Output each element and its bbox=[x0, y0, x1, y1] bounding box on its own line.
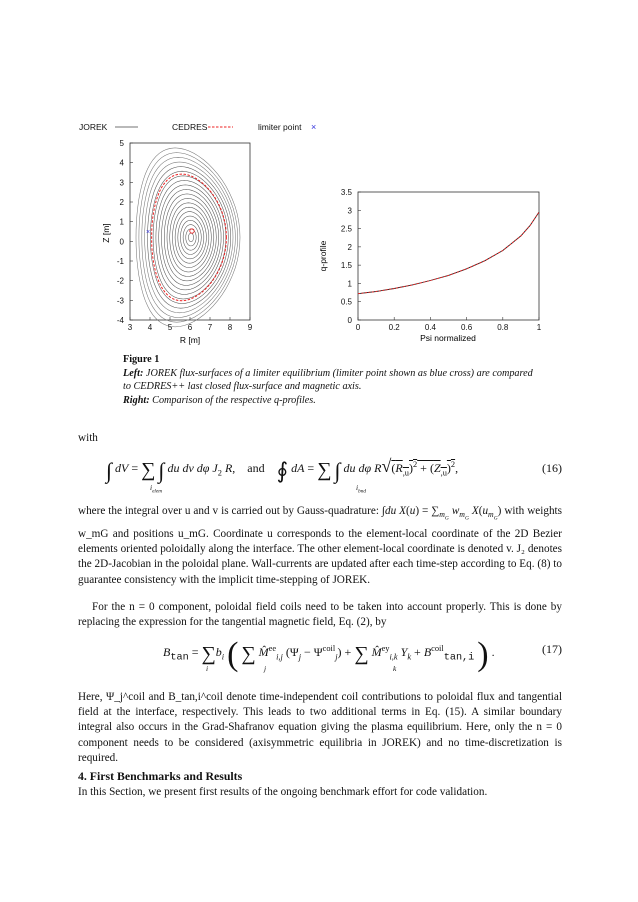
flux-ytick-label: 4 bbox=[119, 158, 124, 168]
flux-xtick-label: 3 bbox=[127, 323, 133, 332]
caption-right bbox=[123, 394, 543, 408]
flux-surface bbox=[162, 189, 219, 285]
flux-surface bbox=[181, 220, 202, 254]
section-4-heading: 4. First Benchmarks and Results bbox=[78, 769, 243, 783]
q-ytick-label: 2.5 bbox=[340, 224, 352, 234]
paragraph-1: where the integral over u and v is carried out by Gauss-quadrature: ∫du $X(u) = \sum_{m_G}$ $w_{m_G}$ $X(u_{m_G})$ with weights w_mG and positions u_mG. Coordinate u corresponds to the element-local coordinate of the 2D Bezier elements oriented poloidally along the interface. The other element-local coordinate is denoted v. J₂ denotes the 2D-Jacobian in the poloidal plane. Wall-currents are updated after each time-step according to Eq. (8) to guarantee consistency with the implicit time-stepping of JOREK. bbox=[78, 505, 562, 586]
flux-xtick-label: 7 bbox=[207, 323, 213, 332]
equation-16: ∫ dV = ∑ ∫ du dv dφ $J_2$ R, and ∮ dA = ∑ ∫ du dφ $R√(R_{,u})^2 + (Z_{,u})^2$, $i_{elem}$ $i_{bnd}$ (16) bbox=[106, 456, 562, 495]
cedres-lcfs bbox=[152, 174, 227, 301]
q-plot-frame bbox=[358, 192, 539, 320]
figure-1 bbox=[0, 0, 638, 350]
q-xtick-label: 0.4 bbox=[424, 323, 436, 332]
flux-xtick-label: 9 bbox=[247, 323, 253, 332]
q-xtick-label: 0.8 bbox=[497, 323, 509, 332]
flux-surface bbox=[178, 216, 204, 259]
q-xlabel: Psi normalized bbox=[420, 333, 476, 343]
flux-xtick-label: 4 bbox=[147, 323, 153, 332]
caption-left-text: JOREK flux-surfaces of a limiter equilibrium (limiter point shown as blue cross) are compared to CEDRES++ last closed flux-surface and magnetic axis. bbox=[123, 367, 533, 392]
flux-surface bbox=[175, 212, 206, 264]
q-ylabel: q-profile bbox=[318, 240, 328, 272]
flux-plot bbox=[101, 139, 253, 345]
paragraph-2: For the n = 0 component, poloidal field coils need to be taken into account properly. This is done by replacing the expression for the tangential magnetic field, Eq. (2), by bbox=[78, 601, 562, 629]
flux-xlabel: R [m] bbox=[179, 335, 201, 345]
flux-ytick-label: 1 bbox=[119, 217, 124, 227]
flux-xtick-label: 6 bbox=[187, 323, 193, 332]
flux-surface bbox=[164, 194, 216, 281]
q-xtick-label: 0.6 bbox=[461, 323, 473, 332]
caption-left-label: Left: bbox=[123, 367, 144, 379]
flux-ytick-label: -4 bbox=[116, 316, 124, 325]
flux-ytick-label: -1 bbox=[116, 257, 124, 266]
figure-caption bbox=[123, 353, 543, 407]
limiter-point-marker: × bbox=[146, 229, 151, 236]
q-ytick-label: 0.5 bbox=[340, 297, 352, 307]
flux-ytick-label: 5 bbox=[119, 139, 124, 148]
q-ytick-label: 1.5 bbox=[340, 261, 352, 271]
q-ytick-label: 3.5 bbox=[340, 188, 352, 197]
legend-limiter-marker: × bbox=[311, 122, 317, 132]
flux-surface bbox=[148, 167, 231, 309]
q-xtick-label: 0 bbox=[355, 323, 361, 332]
q-ytick-label: 2 bbox=[347, 242, 352, 252]
q-ytick-label: 1 bbox=[347, 279, 352, 289]
flux-surface bbox=[186, 229, 196, 246]
flux-xtick-label: 8 bbox=[227, 323, 233, 332]
flux-surface bbox=[145, 162, 233, 313]
paragraph-1a: where the integral over u and v is carried out by Gauss-quadrature: bbox=[78, 505, 379, 517]
equation-17: $B_{tan} = \sum b_i$ ( ∑ M̂$^{ee}_{i,j}$ $(\Psi_j - \Psi^{coil}_j)$ + ∑ M̂$^{ey}_{i,k}$ $Y_k + B^{coil}_{tan,i}$ ) . i j k (17) bbox=[163, 636, 562, 673]
q-ytick-label: 0 bbox=[347, 316, 352, 325]
flux-surface bbox=[159, 185, 221, 290]
magnetic-axis bbox=[190, 229, 194, 233]
flux-ytick-label: 0 bbox=[119, 237, 124, 247]
flux-ytick-label: 3 bbox=[119, 178, 124, 188]
flux-ytick-label: 2 bbox=[119, 198, 124, 207]
q-xtick-label: 0.2 bbox=[388, 323, 400, 332]
flux-surface bbox=[156, 180, 224, 294]
legend bbox=[79, 122, 316, 132]
flux-xtick-label: 5 bbox=[167, 323, 173, 332]
paragraph-1b: with weights w_mG and positions u_mG. Coordinate u corresponds to the element-local coordinate of the 2D Bezier elements oriented poloidally along the interface. The other element-local coordinate is denoted v. J₂ denotes the 2D-Jacobian in the poloidal plane. Wall-currents are updated after each time-step according to Eq. (8) to guarantee consistency with the implicit time-stepping of JOREK. bbox=[78, 505, 562, 586]
eq16-number: (16) bbox=[542, 461, 562, 475]
q-jorek-line bbox=[358, 212, 539, 294]
flux-surface bbox=[167, 198, 214, 276]
legend-limiter: limiter point bbox=[258, 122, 302, 132]
flux-surface bbox=[188, 233, 193, 241]
flux-ytick-label: -3 bbox=[116, 296, 124, 306]
legend-cedres: CEDRES bbox=[172, 122, 208, 132]
q-profile-plot bbox=[318, 188, 542, 343]
flux-surface bbox=[170, 203, 212, 272]
q-xtick-label: 1 bbox=[536, 323, 542, 332]
q-ytick-label: 3 bbox=[347, 206, 352, 216]
flux-ytick-label: -2 bbox=[116, 276, 124, 286]
flux-ylabel: Z [m] bbox=[101, 223, 111, 243]
caption-title: Figure 1 bbox=[123, 354, 160, 365]
paragraph-3: Here, Ψ_j^coil and B_tan,i^coil denote time-independent coil contributions to poloidal flux and tangential field at the interface, respectively. This leads to two additional terms in Eq. (15). A similar boundary integral also occurs in the Grad-Shafranov equation giving the plasma equilibrium. Here, only the n = 0 component needs to be considered (axisymmetric equilibria in JOREK) and no time-discretization is required. bbox=[78, 691, 562, 764]
caption-left bbox=[123, 367, 543, 394]
legend-jorek: JOREK bbox=[79, 122, 108, 132]
caption-right-text: Comparison of the respective q-profiles. bbox=[149, 394, 316, 406]
eq17-number: (17) bbox=[542, 642, 562, 656]
with-text: with bbox=[78, 432, 98, 444]
q-cedres-line bbox=[358, 212, 539, 294]
caption-right-label: Right: bbox=[123, 394, 150, 406]
paragraph-4: In this Section, we present first results of the ongoing benchmark effort for code validation. bbox=[78, 786, 488, 798]
